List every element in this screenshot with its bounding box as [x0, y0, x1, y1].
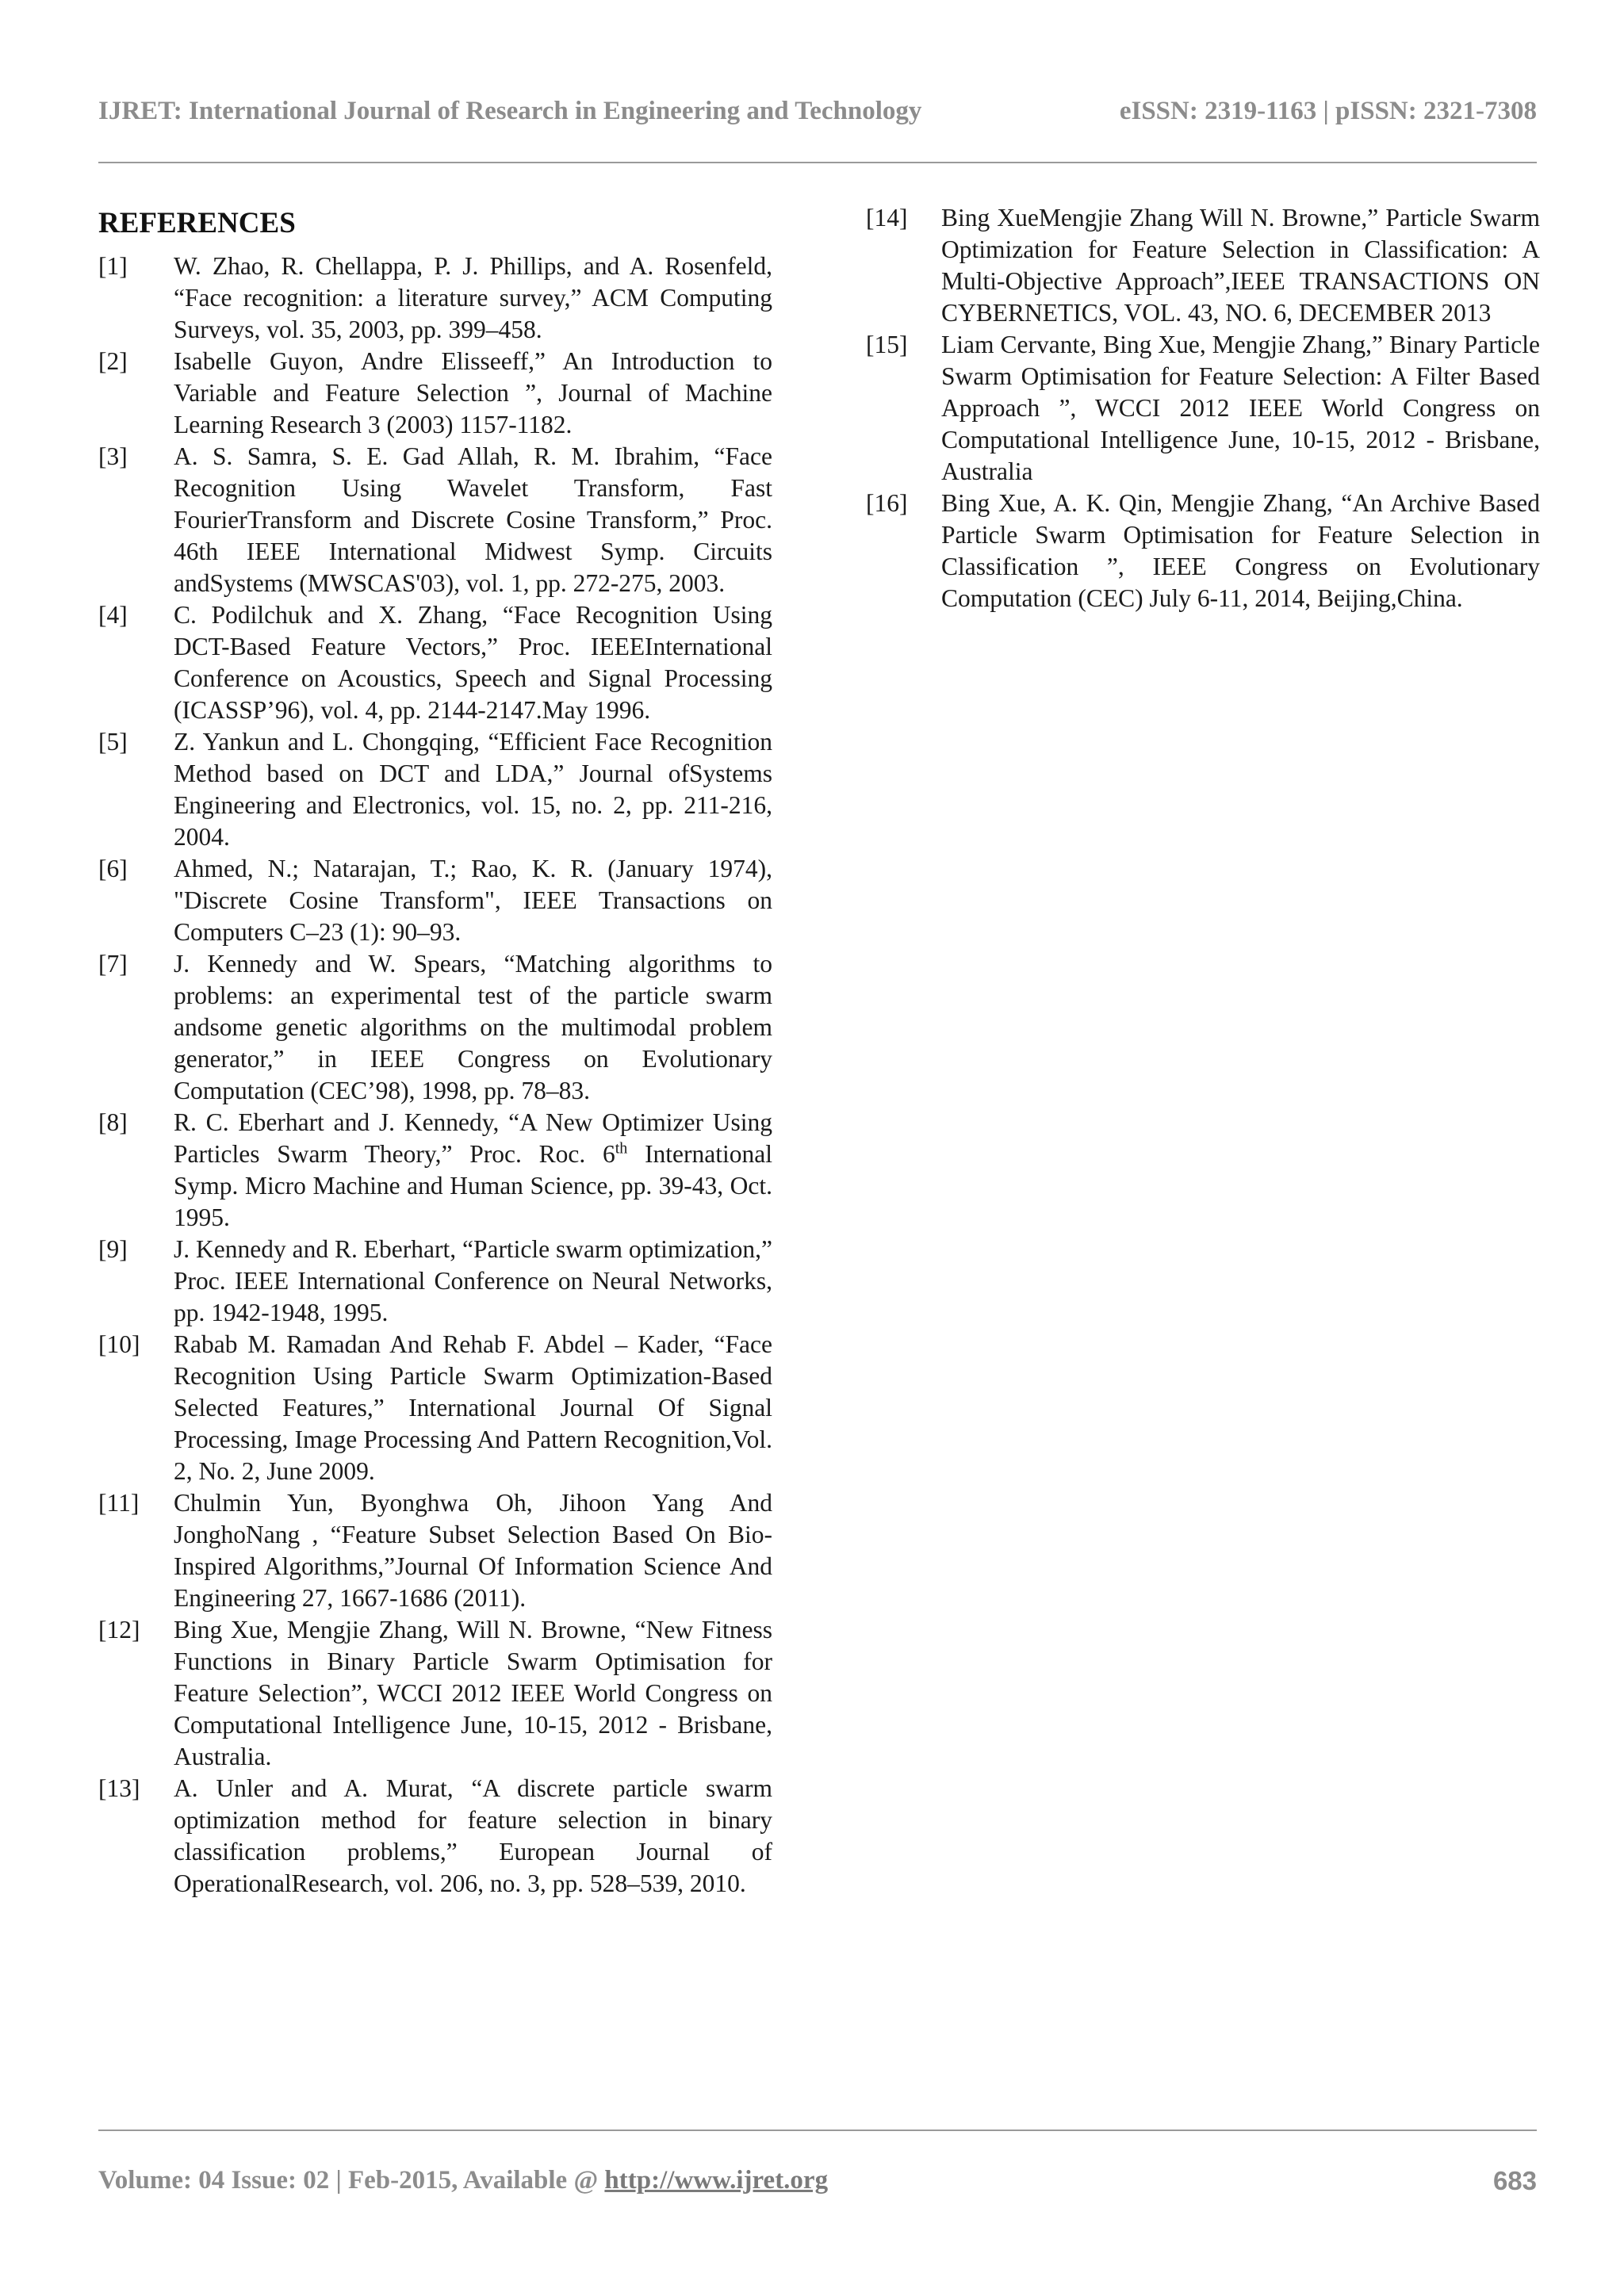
reference-text: A. Unler and A. Murat, “A discrete particle swarm optimization method for feature selection in binary classification problems,” European Journal of OperationalResearch, vol. 206, no. 3, pp. 528–539, 2010.	[174, 1774, 772, 1897]
reference-number: [16]	[866, 489, 908, 517]
reference-text: J. Kennedy and R. Eberhart, “Particle swarm optimization,” Proc. IEEE International Conference on Neural Networks, pp. 1942-1948, 1995.	[174, 1235, 772, 1326]
reference-number: [7]	[98, 950, 128, 978]
reference-item	[98, 948, 772, 1107]
reference-number: [15]	[866, 331, 908, 358]
reference-item	[98, 1773, 772, 1900]
reference-number: [5]	[98, 728, 128, 756]
references-heading: REFERENCES	[98, 207, 296, 239]
reference-text: Liam Cervante, Bing Xue, Mengjie Zhang,” Binary Particle Swarm Optimisation for Feature Selection: A Filter Based Approach ”, WCCI 2012 IEEE World Congress on Computational Intelligence June, 10-15, 2012 - Brisbane, Australia	[941, 331, 1540, 485]
reference-text	[174, 1107, 772, 1234]
left-column	[98, 202, 772, 1900]
reference-item	[98, 599, 772, 726]
footer-info	[98, 2166, 828, 2196]
reference-text: J. Kennedy and W. Spears, “Matching algorithms to problems: an experimental test of the particle swarm andsome genetic algorithms on the multimodal problem generator,” in IEEE Congress on Evolutionary Computation (CEC’98), 1998, pp. 78–83.	[174, 950, 772, 1104]
reference-number: [12]	[98, 1616, 140, 1644]
page-footer	[98, 2166, 1537, 2196]
reference-item	[98, 441, 772, 599]
reference-item	[98, 853, 772, 948]
reference-item	[98, 1614, 772, 1773]
reference-item	[98, 1234, 772, 1329]
journal-title: IJRET: International Journal of Research in Engineering and Technology	[98, 97, 922, 125]
reference-number: [9]	[98, 1235, 128, 1263]
reference-item	[98, 346, 772, 441]
page-header	[98, 97, 1537, 126]
reference-text: Z. Yankun and L. Chongqing, “Efficient Face Recognition Method based on DCT and LDA,” Journal ofSystems Engineering and Electronics, vol. 15, no. 2, pp. 211-216, 2004.	[174, 728, 772, 851]
reference-number: [10]	[98, 1330, 140, 1358]
reference-item	[98, 1107, 772, 1234]
reference-number: [2]	[98, 347, 128, 375]
reference-text: Isabelle Guyon, Andre Elisseeff,” An Introduction to Variable and Feature Selection ”, Journal of Machine Learning Research 3 (2003) 1157-1182.	[174, 347, 772, 438]
right-column	[866, 202, 1540, 614]
volume-info: Volume: 04 Issue: 02 | Feb-2015, Available @	[98, 2166, 605, 2195]
reference-item	[98, 1487, 772, 1614]
reference-number: [8]	[98, 1108, 128, 1136]
reference-number: [6]	[98, 855, 128, 882]
reference-item	[866, 202, 1540, 329]
reference-number: [11]	[98, 1489, 140, 1517]
issn-info: eISSN: 2319-1163 | pISSN: 2321-7308	[1119, 97, 1537, 125]
reference-text-part: International Symp. Micro Machine and Human Science, pp. 39-43, Oct. 1995.	[174, 1140, 772, 1231]
reference-text: Bing XueMengjie Zhang Will N. Browne,” Particle Swarm Optimization for Feature Selection in Classification: A Multi-Objective Approach”,IEEE TRANSACTIONS ON CYBERNETICS, VOL. 43, NO. 6, DECEMBER 2013	[941, 204, 1540, 327]
reference-item	[98, 726, 772, 853]
reference-item	[98, 1329, 772, 1487]
reference-text: Rabab M. Ramadan And Rehab F. Abdel – Kader, “Face Recognition Using Particle Swarm Optimization-Based Selected Features,” International Journal Of Signal Processing, Image Processing And Pattern Recognition,Vol. 2, No. 2, June 2009.	[174, 1330, 772, 1485]
reference-text: A. S. Samra, S. E. Gad Allah, R. M. Ibrahim, “Face Recognition Using Wavelet Transform, Fast FourierTransform and Discrete Cosine Transform,” Proc. 46th IEEE International Midwest Symp. Circuits andSystems (MWSCAS'03), vol. 1, pp. 272-275, 2003.	[174, 442, 772, 597]
reference-item	[866, 329, 1540, 488]
reference-text: Bing Xue, A. K. Qin, Mengjie Zhang, “An Archive Based Particle Swarm Optimisation for Feature Selection in Classification ”, IEEE Congress on Evolutionary Computation (CEC) July 6-11, 2014, Beijing,China.	[941, 489, 1540, 612]
reference-text-part: R. C. Eberhart and J. Kennedy, “A New Optimizer Using Particles Swarm Theory,” Proc. Roc. 6	[174, 1108, 772, 1168]
reference-number: [3]	[98, 442, 128, 470]
reference-item	[98, 251, 772, 346]
journal-link[interactable]: http://www.ijret.org	[604, 2166, 829, 2195]
reference-number: [1]	[98, 252, 128, 280]
footer-divider	[98, 2130, 1537, 2131]
reference-text: Chulmin Yun, Byonghwa Oh, Jihoon Yang And JonghoNang , “Feature Subset Selection Based On Bio-Inspired Algorithms,”Journal Of Information Science And Engineering 27, 1667-1686 (2011).	[174, 1489, 772, 1612]
header-divider	[98, 162, 1537, 163]
reference-item	[866, 488, 1540, 614]
page-number: 683	[1492, 2166, 1537, 2195]
reference-text: Bing Xue, Mengjie Zhang, Will N. Browne, “New Fitness Functions in Binary Particle Swarm Optimisation for Feature Selection”, WCCI 2012 IEEE World Congress on Computational Intelligence June, 10-15, 2012 - Brisbane, Australia.	[174, 1616, 772, 1770]
reference-text: C. Podilchuk and X. Zhang, “Face Recognition Using DCT-Based Feature Vectors,” Proc. IEEEInternational Conference on Acoustics, Speech and Signal Processing (ICASSP’96), vol. 4, pp. 2144-2147.May 1996.	[174, 601, 772, 724]
reference-text: W. Zhao, R. Chellappa, P. J. Phillips, and A. Rosenfeld, “Face recognition: a literature survey,” ACM Computing Surveys, vol. 35, 2003, pp. 399–458.	[174, 252, 772, 343]
reference-text: Ahmed, N.; Natarajan, T.; Rao, K. R. (January 1974), "Discrete Cosine Transform", IEEE Transactions on Computers C–23 (1): 90–93.	[174, 855, 772, 946]
reference-number: [14]	[866, 204, 908, 232]
reference-number: [4]	[98, 601, 128, 629]
superscript: th	[615, 1139, 628, 1158]
reference-number: [13]	[98, 1774, 140, 1802]
